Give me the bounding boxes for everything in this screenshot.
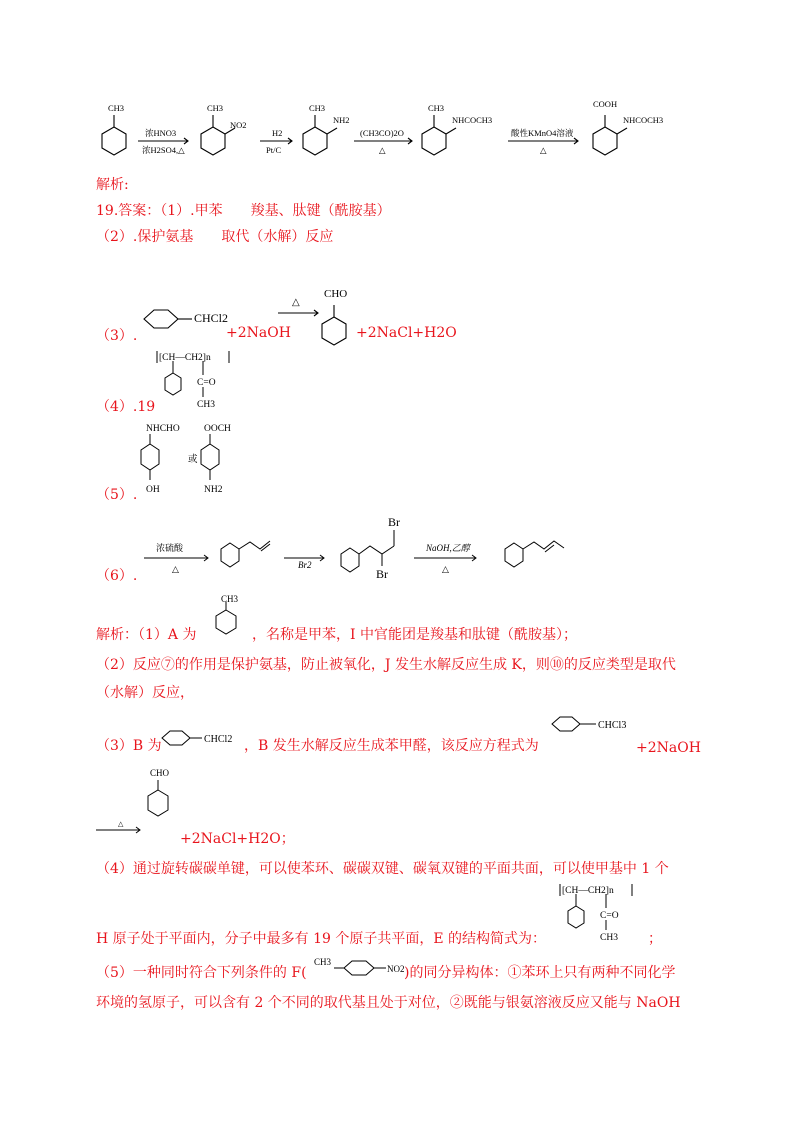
benzaldehyde-eq [96, 762, 176, 842]
toluene-structure [206, 592, 250, 638]
analysis-5-prefix: （5）一种同时符合下列条件的 F( [96, 965, 307, 981]
analysis-1-prefix: 解析：（1）A 为 [96, 627, 197, 643]
label-step2-bottom: Pt/C [266, 145, 282, 155]
analysis-4-end: ； [648, 931, 662, 947]
benzene-ring-5 [593, 127, 617, 155]
benzene-ring-3 [303, 127, 327, 155]
analysis-2-line1: （2）反应⑦的作用是保护氨基，防止被氧化，J 发生水解反应生成 K，则⑩的反应类型是取代 [96, 657, 676, 673]
analysis-4-line1: （4）通过旋转碳碳单键，可以使苯环、碳碳双键、碳氧双键的平面共面，可以使甲基中 1 个 [96, 861, 669, 877]
polymer-chain: [CH—CH2]n [562, 886, 614, 896]
delta-symbol: △ [172, 564, 179, 574]
e-structure [558, 878, 658, 946]
benzene-ring [341, 548, 359, 572]
benzene-ring [162, 731, 190, 745]
cho-label: CHO [324, 288, 348, 300]
delta-symbol: △ [118, 820, 124, 828]
label-cooh: COOH [593, 99, 618, 109]
analysis-4-line2: H 原子处于平面内，分子中最多有 19 个原子共平面，E 的结构简式为： [96, 931, 547, 947]
q3-reagent: +2NaOH [226, 325, 291, 341]
label-step3-top: (CH3CO)2O [360, 128, 404, 138]
benzene-ring [505, 543, 523, 567]
label-step2-top: H2 [272, 128, 283, 138]
analysis-5-line2: 环境的氢原子，可以含有 2 个不同的取代基且处于对位，②既能与银氨溶液反应又能与 NaOH [96, 995, 681, 1011]
delta-symbol: △ [292, 297, 300, 308]
benzene-ring [344, 961, 374, 975]
nhcho-label: NHCHO [146, 424, 180, 434]
benzene-ring-1 [102, 127, 126, 155]
label-ch3: CH3 [108, 103, 125, 113]
br-label: Br [376, 567, 388, 581]
q3-products: +2NaCl+H2O [356, 325, 457, 341]
chcl2-label: CHCl2 [194, 311, 229, 325]
br2-label: Br2 [298, 560, 312, 570]
label-step3-bottom: △ [379, 145, 386, 155]
analysis-3-prefix: （3）B 为 [96, 738, 162, 754]
ch3-label: CH3 [314, 957, 332, 967]
label-nhcoch3: NHCOCH3 [452, 115, 493, 125]
analysis-3-text: ，B 发生水解反应生成苯甲醛，该反应方程式为 [244, 738, 539, 754]
no2-label: NO2 [387, 964, 405, 974]
label-ch3: CH3 [207, 103, 224, 113]
br-label: Br [388, 515, 400, 529]
benzene-ring [552, 717, 580, 731]
polymer-ch3: CH3 [197, 400, 215, 410]
oh-label: OH [146, 485, 160, 495]
benzene-ring [221, 543, 239, 567]
label-nhcoch3: NHCOCH3 [623, 115, 664, 125]
ooch-label: OOCH [204, 424, 231, 434]
reagent-label: NaOH,乙醇 [426, 543, 470, 553]
chcl2-label: CHCl2 [204, 734, 233, 745]
analysis-3-products: +2NaCl+H2O； [180, 831, 295, 847]
benzene-ring [148, 790, 168, 816]
label-nh2: NH2 [333, 115, 350, 125]
benzene-ring [568, 906, 584, 928]
label-ch3: CH3 [428, 103, 445, 113]
q5-label: （5）. [96, 487, 138, 503]
delta-symbol: △ [442, 564, 449, 574]
label-step1-top: 浓HNO3 [145, 128, 177, 138]
q6-scheme [138, 508, 598, 583]
q6-label: （6）. [96, 568, 138, 584]
synthesis-scheme [90, 95, 690, 170]
answer-line-1: 19.答案：（1）.甲苯 羧基、肽键（酰胺基） [96, 203, 391, 219]
analysis-1-text: ，名称是甲苯，I 中官能团是羧基和肽键（酰胺基）； [252, 627, 577, 643]
b-structure [158, 722, 244, 754]
q4-polymer [155, 345, 255, 415]
analysis-5-text: )的同分异构体：①苯环上只有两种不同化学 [404, 965, 676, 981]
ch3-label: CH3 [221, 594, 239, 604]
benzene-ring-4 [422, 127, 446, 155]
benzene-ring [216, 610, 236, 634]
polymer-ch3: CH3 [600, 933, 618, 943]
polymer-co: C=O [600, 911, 619, 921]
or-label: 或 [188, 455, 198, 465]
label-step1-bottom: 浓H2SO4,△ [142, 145, 185, 155]
section-heading: 解析: [96, 177, 129, 193]
benzene-ring [201, 444, 219, 470]
benzene-ring [322, 317, 346, 345]
benzene-ring [144, 310, 178, 328]
reagent-label: 浓硫酸 [156, 543, 184, 553]
benzene-ring-2 [201, 127, 225, 155]
label-step4-bottom: △ [540, 145, 547, 155]
label-ch3: CH3 [309, 103, 326, 113]
answer-line-2: （2）.保护氨基 取代（水解）反应 [96, 229, 334, 245]
label-step4-top: 酸性KMnO4溶液 [511, 128, 574, 138]
label-no2: NO2 [230, 120, 247, 130]
benzene-ring [165, 373, 181, 395]
q5-isomers [138, 420, 248, 500]
f-structure [312, 953, 412, 983]
q4-label: （4）.19 [96, 399, 156, 415]
benzene-ring [141, 444, 159, 470]
polymer-chain: [CH—CH2]n [159, 353, 211, 363]
q3-label: （3）. [96, 328, 138, 344]
analysis-2-line2: （水解）反应， [96, 685, 194, 701]
chcl3-label: CHCl3 [598, 720, 627, 731]
cho-label: CHO [150, 768, 170, 778]
nh2-label: NH2 [204, 485, 223, 495]
polymer-co: C=O [197, 378, 216, 388]
reagent-naoh: +2NaOH [636, 740, 701, 756]
b-structure-eq [548, 708, 648, 740]
